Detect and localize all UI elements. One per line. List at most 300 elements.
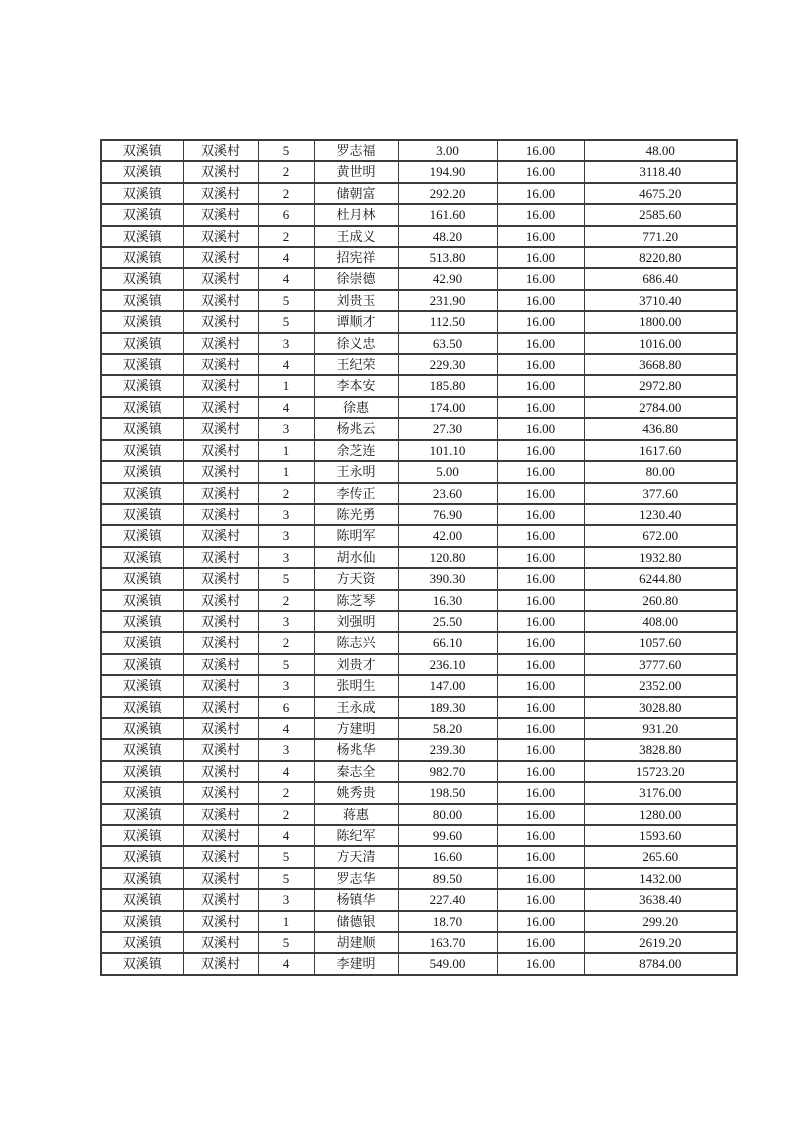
cell-amount: 1593.60 bbox=[584, 825, 737, 846]
cell-unit-rate: 16.00 bbox=[497, 183, 584, 204]
payment-table bbox=[100, 139, 738, 976]
cell-village: 双溪村 bbox=[183, 953, 258, 974]
cell-village: 双溪村 bbox=[183, 354, 258, 375]
cell-amount: 2585.60 bbox=[584, 204, 737, 225]
cell-quantity: 89.50 bbox=[398, 868, 497, 889]
cell-name: 陈纪军 bbox=[314, 825, 398, 846]
cell-quantity: 48.20 bbox=[398, 226, 497, 247]
table-row bbox=[101, 418, 737, 439]
cell-household-count: 2 bbox=[258, 483, 314, 504]
cell-amount: 672.00 bbox=[584, 525, 737, 546]
cell-quantity: 292.20 bbox=[398, 183, 497, 204]
table-row bbox=[101, 461, 737, 482]
table-row bbox=[101, 311, 737, 332]
cell-household-count: 2 bbox=[258, 804, 314, 825]
cell-town: 双溪镇 bbox=[101, 675, 183, 696]
cell-quantity: 25.50 bbox=[398, 611, 497, 632]
cell-household-count: 5 bbox=[258, 654, 314, 675]
cell-village: 双溪村 bbox=[183, 397, 258, 418]
cell-quantity: 189.30 bbox=[398, 697, 497, 718]
table-row bbox=[101, 739, 737, 760]
cell-amount: 1057.60 bbox=[584, 632, 737, 653]
table-row bbox=[101, 183, 737, 204]
cell-quantity: 58.20 bbox=[398, 718, 497, 739]
cell-town: 双溪镇 bbox=[101, 161, 183, 182]
cell-village: 双溪村 bbox=[183, 911, 258, 932]
cell-town: 双溪镇 bbox=[101, 654, 183, 675]
cell-quantity: 66.10 bbox=[398, 632, 497, 653]
cell-unit-rate: 16.00 bbox=[497, 226, 584, 247]
cell-town: 双溪镇 bbox=[101, 739, 183, 760]
cell-quantity: 27.30 bbox=[398, 418, 497, 439]
table-row bbox=[101, 547, 737, 568]
cell-village: 双溪村 bbox=[183, 311, 258, 332]
cell-quantity: 513.80 bbox=[398, 247, 497, 268]
cell-name: 方建明 bbox=[314, 718, 398, 739]
cell-amount: 686.40 bbox=[584, 268, 737, 289]
cell-name: 余芝连 bbox=[314, 440, 398, 461]
table-row bbox=[101, 611, 737, 632]
cell-quantity: 3.00 bbox=[398, 140, 497, 161]
cell-village: 双溪村 bbox=[183, 547, 258, 568]
cell-quantity: 23.60 bbox=[398, 483, 497, 504]
table-row bbox=[101, 697, 737, 718]
cell-unit-rate: 16.00 bbox=[497, 161, 584, 182]
cell-name: 杨兆云 bbox=[314, 418, 398, 439]
cell-amount: 436.80 bbox=[584, 418, 737, 439]
table-row bbox=[101, 440, 737, 461]
cell-household-count: 6 bbox=[258, 204, 314, 225]
cell-amount: 2972.80 bbox=[584, 375, 737, 396]
cell-village: 双溪村 bbox=[183, 932, 258, 953]
cell-quantity: 42.90 bbox=[398, 268, 497, 289]
cell-village: 双溪村 bbox=[183, 632, 258, 653]
cell-quantity: 120.80 bbox=[398, 547, 497, 568]
cell-name: 谭顺才 bbox=[314, 311, 398, 332]
cell-household-count: 5 bbox=[258, 868, 314, 889]
cell-village: 双溪村 bbox=[183, 375, 258, 396]
cell-name: 招宪祥 bbox=[314, 247, 398, 268]
cell-name: 储朝富 bbox=[314, 183, 398, 204]
table-row bbox=[101, 868, 737, 889]
cell-village: 双溪村 bbox=[183, 739, 258, 760]
cell-name: 李本安 bbox=[314, 375, 398, 396]
cell-town: 双溪镇 bbox=[101, 461, 183, 482]
table-row bbox=[101, 504, 737, 525]
cell-name: 胡建顺 bbox=[314, 932, 398, 953]
cell-village: 双溪村 bbox=[183, 846, 258, 867]
cell-quantity: 5.00 bbox=[398, 461, 497, 482]
cell-household-count: 3 bbox=[258, 547, 314, 568]
cell-village: 双溪村 bbox=[183, 782, 258, 803]
cell-name: 方天资 bbox=[314, 568, 398, 589]
cell-amount: 3118.40 bbox=[584, 161, 737, 182]
cell-name: 陈光勇 bbox=[314, 504, 398, 525]
cell-amount: 1800.00 bbox=[584, 311, 737, 332]
table-row bbox=[101, 782, 737, 803]
cell-household-count: 2 bbox=[258, 161, 314, 182]
table-row bbox=[101, 932, 737, 953]
table-row bbox=[101, 675, 737, 696]
cell-amount: 299.20 bbox=[584, 911, 737, 932]
cell-unit-rate: 16.00 bbox=[497, 675, 584, 696]
cell-household-count: 2 bbox=[258, 226, 314, 247]
cell-village: 双溪村 bbox=[183, 504, 258, 525]
cell-village: 双溪村 bbox=[183, 247, 258, 268]
cell-town: 双溪镇 bbox=[101, 911, 183, 932]
table-row bbox=[101, 483, 737, 504]
cell-town: 双溪镇 bbox=[101, 932, 183, 953]
cell-unit-rate: 16.00 bbox=[497, 846, 584, 867]
cell-name: 李建明 bbox=[314, 953, 398, 974]
cell-amount: 15723.20 bbox=[584, 761, 737, 782]
cell-town: 双溪镇 bbox=[101, 268, 183, 289]
cell-amount: 1617.60 bbox=[584, 440, 737, 461]
table-row bbox=[101, 140, 737, 161]
cell-name: 罗志华 bbox=[314, 868, 398, 889]
cell-quantity: 982.70 bbox=[398, 761, 497, 782]
cell-town: 双溪镇 bbox=[101, 547, 183, 568]
table-row bbox=[101, 525, 737, 546]
cell-town: 双溪镇 bbox=[101, 632, 183, 653]
cell-village: 双溪村 bbox=[183, 204, 258, 225]
cell-name: 秦志全 bbox=[314, 761, 398, 782]
cell-unit-rate: 16.00 bbox=[497, 953, 584, 974]
cell-name: 刘强明 bbox=[314, 611, 398, 632]
cell-amount: 3668.80 bbox=[584, 354, 737, 375]
cell-unit-rate: 16.00 bbox=[497, 911, 584, 932]
cell-household-count: 2 bbox=[258, 590, 314, 611]
cell-quantity: 112.50 bbox=[398, 311, 497, 332]
cell-name: 王成义 bbox=[314, 226, 398, 247]
cell-amount: 3710.40 bbox=[584, 290, 737, 311]
cell-household-count: 5 bbox=[258, 568, 314, 589]
cell-town: 双溪镇 bbox=[101, 825, 183, 846]
cell-amount: 1432.00 bbox=[584, 868, 737, 889]
cell-unit-rate: 16.00 bbox=[497, 739, 584, 760]
cell-amount: 80.00 bbox=[584, 461, 737, 482]
cell-unit-rate: 16.00 bbox=[497, 204, 584, 225]
cell-village: 双溪村 bbox=[183, 611, 258, 632]
cell-household-count: 6 bbox=[258, 697, 314, 718]
cell-quantity: 227.40 bbox=[398, 889, 497, 910]
cell-town: 双溪镇 bbox=[101, 525, 183, 546]
cell-household-count: 3 bbox=[258, 525, 314, 546]
cell-name: 陈志兴 bbox=[314, 632, 398, 653]
cell-unit-rate: 16.00 bbox=[497, 140, 584, 161]
cell-household-count: 3 bbox=[258, 504, 314, 525]
cell-household-count: 3 bbox=[258, 889, 314, 910]
cell-quantity: 101.10 bbox=[398, 440, 497, 461]
table-row bbox=[101, 825, 737, 846]
cell-town: 双溪镇 bbox=[101, 226, 183, 247]
cell-village: 双溪村 bbox=[183, 483, 258, 504]
cell-household-count: 3 bbox=[258, 675, 314, 696]
cell-town: 双溪镇 bbox=[101, 375, 183, 396]
cell-unit-rate: 16.00 bbox=[497, 247, 584, 268]
cell-household-count: 4 bbox=[258, 268, 314, 289]
cell-town: 双溪镇 bbox=[101, 354, 183, 375]
table-row bbox=[101, 761, 737, 782]
cell-name: 杜月林 bbox=[314, 204, 398, 225]
cell-unit-rate: 16.00 bbox=[497, 397, 584, 418]
cell-village: 双溪村 bbox=[183, 461, 258, 482]
table-row bbox=[101, 804, 737, 825]
table-row bbox=[101, 654, 737, 675]
cell-household-count: 5 bbox=[258, 846, 314, 867]
cell-name: 刘贵才 bbox=[314, 654, 398, 675]
cell-name: 徐惠 bbox=[314, 397, 398, 418]
table-row bbox=[101, 247, 737, 268]
cell-name: 胡水仙 bbox=[314, 547, 398, 568]
cell-village: 双溪村 bbox=[183, 226, 258, 247]
cell-quantity: 16.60 bbox=[398, 846, 497, 867]
cell-village: 双溪村 bbox=[183, 161, 258, 182]
cell-village: 双溪村 bbox=[183, 889, 258, 910]
cell-town: 双溪镇 bbox=[101, 718, 183, 739]
cell-name: 刘贵玉 bbox=[314, 290, 398, 311]
cell-unit-rate: 16.00 bbox=[497, 375, 584, 396]
cell-village: 双溪村 bbox=[183, 140, 258, 161]
cell-household-count: 3 bbox=[258, 611, 314, 632]
cell-unit-rate: 16.00 bbox=[497, 525, 584, 546]
cell-household-count: 5 bbox=[258, 932, 314, 953]
cell-quantity: 80.00 bbox=[398, 804, 497, 825]
cell-household-count: 4 bbox=[258, 397, 314, 418]
cell-unit-rate: 16.00 bbox=[497, 868, 584, 889]
cell-amount: 377.60 bbox=[584, 483, 737, 504]
cell-household-count: 5 bbox=[258, 140, 314, 161]
cell-name: 罗志福 bbox=[314, 140, 398, 161]
cell-town: 双溪镇 bbox=[101, 183, 183, 204]
table-row bbox=[101, 718, 737, 739]
cell-name: 张明生 bbox=[314, 675, 398, 696]
cell-quantity: 390.30 bbox=[398, 568, 497, 589]
cell-amount: 2784.00 bbox=[584, 397, 737, 418]
cell-quantity: 147.00 bbox=[398, 675, 497, 696]
cell-quantity: 76.90 bbox=[398, 504, 497, 525]
cell-amount: 931.20 bbox=[584, 718, 737, 739]
cell-amount: 2352.00 bbox=[584, 675, 737, 696]
cell-unit-rate: 16.00 bbox=[497, 761, 584, 782]
cell-household-count: 2 bbox=[258, 632, 314, 653]
cell-amount: 771.20 bbox=[584, 226, 737, 247]
cell-village: 双溪村 bbox=[183, 590, 258, 611]
cell-quantity: 198.50 bbox=[398, 782, 497, 803]
cell-quantity: 236.10 bbox=[398, 654, 497, 675]
cell-town: 双溪镇 bbox=[101, 504, 183, 525]
cell-household-count: 4 bbox=[258, 825, 314, 846]
cell-town: 双溪镇 bbox=[101, 568, 183, 589]
cell-town: 双溪镇 bbox=[101, 697, 183, 718]
cell-unit-rate: 16.00 bbox=[497, 932, 584, 953]
table-row bbox=[101, 590, 737, 611]
cell-quantity: 239.30 bbox=[398, 739, 497, 760]
cell-household-count: 1 bbox=[258, 461, 314, 482]
cell-quantity: 174.00 bbox=[398, 397, 497, 418]
cell-village: 双溪村 bbox=[183, 418, 258, 439]
cell-village: 双溪村 bbox=[183, 761, 258, 782]
cell-village: 双溪村 bbox=[183, 440, 258, 461]
cell-name: 方天清 bbox=[314, 846, 398, 867]
cell-household-count: 4 bbox=[258, 247, 314, 268]
cell-village: 双溪村 bbox=[183, 825, 258, 846]
cell-name: 王纪荣 bbox=[314, 354, 398, 375]
cell-town: 双溪镇 bbox=[101, 804, 183, 825]
cell-unit-rate: 16.00 bbox=[497, 782, 584, 803]
table-row bbox=[101, 290, 737, 311]
cell-unit-rate: 16.00 bbox=[497, 697, 584, 718]
cell-unit-rate: 16.00 bbox=[497, 440, 584, 461]
cell-household-count: 4 bbox=[258, 953, 314, 974]
cell-name: 杨镇华 bbox=[314, 889, 398, 910]
table-row bbox=[101, 226, 737, 247]
cell-amount: 408.00 bbox=[584, 611, 737, 632]
cell-household-count: 1 bbox=[258, 911, 314, 932]
cell-village: 双溪村 bbox=[183, 718, 258, 739]
table-row bbox=[101, 953, 737, 974]
cell-unit-rate: 16.00 bbox=[497, 547, 584, 568]
cell-amount: 1932.80 bbox=[584, 547, 737, 568]
cell-unit-rate: 16.00 bbox=[497, 654, 584, 675]
cell-household-count: 3 bbox=[258, 418, 314, 439]
cell-name: 陈芝琴 bbox=[314, 590, 398, 611]
cell-amount: 260.80 bbox=[584, 590, 737, 611]
table-body bbox=[101, 140, 737, 975]
cell-quantity: 16.30 bbox=[398, 590, 497, 611]
cell-town: 双溪镇 bbox=[101, 440, 183, 461]
cell-household-count: 5 bbox=[258, 311, 314, 332]
cell-name: 姚秀贵 bbox=[314, 782, 398, 803]
cell-name: 王永成 bbox=[314, 697, 398, 718]
table-row bbox=[101, 889, 737, 910]
table-row bbox=[101, 268, 737, 289]
cell-quantity: 42.00 bbox=[398, 525, 497, 546]
cell-name: 徐义忠 bbox=[314, 333, 398, 354]
cell-household-count: 3 bbox=[258, 333, 314, 354]
cell-village: 双溪村 bbox=[183, 804, 258, 825]
cell-town: 双溪镇 bbox=[101, 782, 183, 803]
cell-name: 王永明 bbox=[314, 461, 398, 482]
cell-unit-rate: 16.00 bbox=[497, 290, 584, 311]
cell-name: 李传正 bbox=[314, 483, 398, 504]
cell-village: 双溪村 bbox=[183, 654, 258, 675]
cell-amount: 1280.00 bbox=[584, 804, 737, 825]
cell-town: 双溪镇 bbox=[101, 333, 183, 354]
table-row bbox=[101, 161, 737, 182]
cell-town: 双溪镇 bbox=[101, 397, 183, 418]
cell-unit-rate: 16.00 bbox=[497, 354, 584, 375]
cell-name: 储德银 bbox=[314, 911, 398, 932]
cell-unit-rate: 16.00 bbox=[497, 504, 584, 525]
cell-amount: 8220.80 bbox=[584, 247, 737, 268]
cell-quantity: 161.60 bbox=[398, 204, 497, 225]
table-row bbox=[101, 333, 737, 354]
cell-amount: 2619.20 bbox=[584, 932, 737, 953]
cell-town: 双溪镇 bbox=[101, 204, 183, 225]
cell-town: 双溪镇 bbox=[101, 290, 183, 311]
cell-unit-rate: 16.00 bbox=[497, 311, 584, 332]
cell-household-count: 4 bbox=[258, 761, 314, 782]
cell-town: 双溪镇 bbox=[101, 889, 183, 910]
cell-name: 陈明军 bbox=[314, 525, 398, 546]
cell-amount: 265.60 bbox=[584, 846, 737, 867]
cell-quantity: 18.70 bbox=[398, 911, 497, 932]
cell-name: 黄世明 bbox=[314, 161, 398, 182]
table-row bbox=[101, 911, 737, 932]
cell-village: 双溪村 bbox=[183, 675, 258, 696]
cell-town: 双溪镇 bbox=[101, 247, 183, 268]
cell-village: 双溪村 bbox=[183, 333, 258, 354]
table-row bbox=[101, 204, 737, 225]
table-row bbox=[101, 568, 737, 589]
cell-unit-rate: 16.00 bbox=[497, 889, 584, 910]
cell-town: 双溪镇 bbox=[101, 868, 183, 889]
cell-unit-rate: 16.00 bbox=[497, 461, 584, 482]
cell-quantity: 99.60 bbox=[398, 825, 497, 846]
cell-unit-rate: 16.00 bbox=[497, 568, 584, 589]
cell-town: 双溪镇 bbox=[101, 953, 183, 974]
cell-town: 双溪镇 bbox=[101, 140, 183, 161]
cell-household-count: 3 bbox=[258, 739, 314, 760]
cell-quantity: 163.70 bbox=[398, 932, 497, 953]
table-row bbox=[101, 397, 737, 418]
table-row bbox=[101, 846, 737, 867]
cell-amount: 3028.80 bbox=[584, 697, 737, 718]
cell-quantity: 231.90 bbox=[398, 290, 497, 311]
cell-village: 双溪村 bbox=[183, 525, 258, 546]
cell-amount: 3777.60 bbox=[584, 654, 737, 675]
cell-household-count: 1 bbox=[258, 375, 314, 396]
cell-household-count: 4 bbox=[258, 718, 314, 739]
table-row bbox=[101, 632, 737, 653]
cell-unit-rate: 16.00 bbox=[497, 483, 584, 504]
cell-unit-rate: 16.00 bbox=[497, 590, 584, 611]
cell-unit-rate: 16.00 bbox=[497, 825, 584, 846]
cell-quantity: 185.80 bbox=[398, 375, 497, 396]
cell-quantity: 229.30 bbox=[398, 354, 497, 375]
cell-household-count: 5 bbox=[258, 290, 314, 311]
cell-town: 双溪镇 bbox=[101, 418, 183, 439]
table-row bbox=[101, 354, 737, 375]
cell-unit-rate: 16.00 bbox=[497, 418, 584, 439]
cell-household-count: 1 bbox=[258, 440, 314, 461]
cell-household-count: 4 bbox=[258, 354, 314, 375]
cell-town: 双溪镇 bbox=[101, 311, 183, 332]
cell-amount: 3828.80 bbox=[584, 739, 737, 760]
cell-amount: 1230.40 bbox=[584, 504, 737, 525]
cell-unit-rate: 16.00 bbox=[497, 268, 584, 289]
cell-unit-rate: 16.00 bbox=[497, 632, 584, 653]
cell-village: 双溪村 bbox=[183, 268, 258, 289]
table-row bbox=[101, 375, 737, 396]
cell-village: 双溪村 bbox=[183, 568, 258, 589]
cell-village: 双溪村 bbox=[183, 868, 258, 889]
cell-name: 杨兆华 bbox=[314, 739, 398, 760]
cell-name: 蒋惠 bbox=[314, 804, 398, 825]
cell-village: 双溪村 bbox=[183, 290, 258, 311]
cell-quantity: 194.90 bbox=[398, 161, 497, 182]
cell-amount: 6244.80 bbox=[584, 568, 737, 589]
cell-amount: 3638.40 bbox=[584, 889, 737, 910]
cell-amount: 4675.20 bbox=[584, 183, 737, 204]
cell-unit-rate: 16.00 bbox=[497, 804, 584, 825]
cell-household-count: 2 bbox=[258, 782, 314, 803]
cell-town: 双溪镇 bbox=[101, 590, 183, 611]
cell-name: 徐崇德 bbox=[314, 268, 398, 289]
cell-amount: 1016.00 bbox=[584, 333, 737, 354]
cell-village: 双溪村 bbox=[183, 697, 258, 718]
